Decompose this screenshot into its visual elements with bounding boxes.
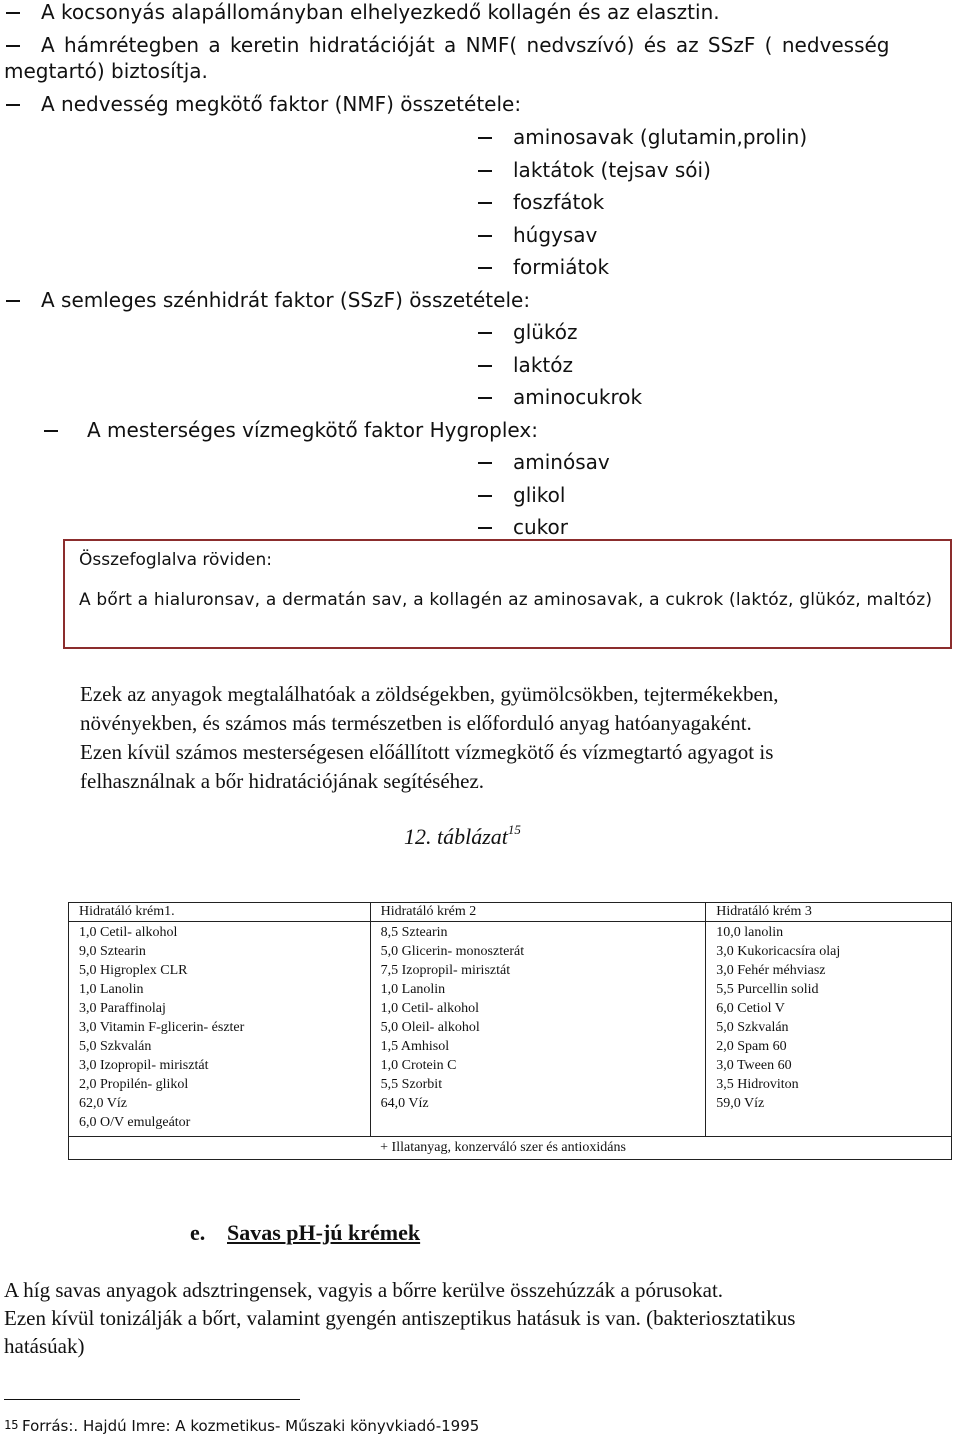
section-letter: e.: [190, 1220, 206, 1245]
ingredient: 5,5 Szorbit: [380, 1077, 443, 1092]
dash-bullet: [478, 397, 492, 399]
table-footer-row: [69, 1137, 952, 1160]
table-header: Hidratáló krém 2: [370, 903, 706, 922]
hygroplex-item: aminósav: [513, 450, 610, 474]
caption-text: 12. táblázat: [404, 824, 508, 849]
dash-bullet: [6, 45, 20, 47]
ingredient: 5,0 Szkvalán: [79, 1039, 152, 1054]
hygroplex-heading: A mesterséges vízmegkötő faktor Hygroplex:: [87, 418, 538, 442]
nmf-heading: A nedvesség megkötő faktor (NMF) összetétele:: [41, 92, 522, 116]
recipe-table: [68, 902, 952, 1160]
ingredient: 1,5 Amhisol: [380, 1039, 450, 1054]
nmf-item: laktátok (tejsav sói): [513, 158, 711, 182]
footnote-number: 15: [4, 1418, 19, 1432]
paragraph-line: növényekben, és számos más természetben is előforduló anyag hatóanyagaként.: [80, 711, 752, 735]
paragraph-line: A híg savas anyagok adsztringensek, vagyis a bőrre kerülve összehúzzák a pórusokat.: [4, 1278, 724, 1302]
section-title: Savas pH-jú krémek: [227, 1220, 421, 1245]
nmf-item: aminosavak (glutamin,prolin): [513, 125, 808, 149]
ingredient: 59,0 Víz: [716, 1096, 765, 1111]
dash-bullet: [478, 365, 492, 367]
bottom-paragraph: [4, 1276, 954, 1360]
table-footer-note: + Illatanyag, konzerváló szer és antioxidáns: [370, 1137, 706, 1160]
ingredient: 5,5 Purcellin solid: [716, 982, 819, 997]
ingredient: 2,0 Spam 60: [716, 1039, 787, 1054]
dash-bullet: [478, 235, 492, 237]
table-caption: [404, 822, 521, 850]
paragraph-line: Ezen kívül számos mesterségesen előállított vízmegkötő és vízmegtartó agyagot is: [80, 740, 774, 764]
ingredient: 3,0 Fehér méhviasz: [716, 963, 826, 978]
dash-bullet: [478, 462, 492, 464]
cream-2-ingredients: [370, 922, 706, 1137]
list-item-continuation: megtartó) biztosítja.: [4, 59, 208, 83]
paragraph-line: hatásúak): [4, 1334, 85, 1358]
ingredient: 64,0 Víz: [380, 1096, 429, 1111]
dash-bullet: [478, 137, 492, 139]
ingredient: 6,0 O/V emulgeátor: [79, 1115, 191, 1130]
dash-bullet: [478, 527, 492, 529]
paragraph: [80, 680, 940, 796]
footnote-ref: 15: [507, 822, 521, 837]
dash-bullet: [478, 332, 492, 334]
paragraph-line: Ezek az anyagok megtalálhatóak a zöldségekben, gyümölcsökben, tejtermékekben,: [80, 682, 779, 706]
ingredient: 5,0 Oleil- alkohol: [380, 1020, 480, 1035]
table-header: Hidratáló krém 3: [706, 903, 952, 922]
paragraph-line: felhasználnak a bőr hidratációjának segítéséhez.: [80, 769, 485, 793]
ingredient: 3,0 Izopropil- mirisztát: [79, 1058, 209, 1073]
list-item: A hámrétegben a keretin hidratációját a NMF( nedvszívó) és az SSzF ( nedvesség: [41, 33, 890, 57]
dash-bullet: [478, 495, 492, 497]
ingredient: 9,0 Sztearin: [79, 944, 146, 959]
nmf-item: formiátok: [513, 255, 610, 279]
dash-bullet: [6, 300, 20, 302]
table-row: [69, 922, 952, 1137]
dash-bullet: [6, 12, 20, 14]
ingredient: 1,0 Cetil- alkohol: [380, 1001, 480, 1016]
ingredient: 1,0 Lanolin: [380, 982, 446, 997]
sszf-item: glükóz: [513, 320, 578, 344]
ingredient: 62,0 Víz: [79, 1096, 127, 1111]
ingredient: 3,0 Paraffinolaj: [79, 1001, 166, 1016]
footnote-separator: [4, 1399, 300, 1400]
table-footer-spacer: [706, 1137, 952, 1160]
list-item: A kocsonyás alapállományban elhelyezkedő kollagén és az elasztin.: [41, 0, 720, 24]
sszf-item: laktóz: [513, 353, 573, 377]
ingredient: 6,0 Cetiol V: [716, 1001, 785, 1016]
nmf-item: húgysav: [513, 223, 598, 247]
dash-bullet: [478, 202, 492, 204]
cream-1-ingredients: [69, 922, 371, 1137]
ingredient: 8,5 Sztearin: [380, 925, 448, 940]
dash-bullet: [44, 430, 58, 432]
ingredient: 1,0 Crotein C: [380, 1058, 457, 1073]
ingredient: 1,0 Cetil- alkohol: [79, 925, 178, 940]
ingredient: 5,0 Higroplex CLR: [79, 963, 188, 978]
ingredient: 1,0 Lanolin: [79, 982, 144, 997]
cream-3-ingredients: [706, 922, 952, 1137]
hygroplex-item: glikol: [513, 483, 566, 507]
ingredient: 3,0 Kukoricacsíra olaj: [716, 944, 841, 959]
footnote-text: Forrás:. Hajdú Imre: A kozmetikus- Műszaki könyvkiadó-1995: [22, 1417, 480, 1435]
nmf-item: foszfátok: [513, 190, 605, 214]
summary-body: A bőrt a hialuronsav, a dermatán sav, a kollagén az aminosavak, a cukrok (laktóz, glükóz, maltóz): [79, 590, 933, 610]
ingredient: 3,5 Hidroviton: [716, 1077, 799, 1092]
table-header: Hidratáló krém1.: [69, 903, 371, 922]
ingredient: 5,0 Szkvalán: [716, 1020, 789, 1035]
ingredient: 3,0 Vitamin F-glicerin- észter: [79, 1020, 245, 1035]
ingredient: 2,0 Propilén- glikol: [79, 1077, 189, 1092]
summary-title: Összefoglalva röviden:: [79, 550, 272, 570]
ingredient: 3,0 Tween 60: [716, 1058, 792, 1073]
dash-bullet: [6, 104, 20, 106]
paragraph-line: Ezen kívül tonizálják a bőrt, valamint gyengén antiszeptikus hatásuk is van. (bakteriosztatikus: [4, 1306, 796, 1330]
dash-bullet: [478, 170, 492, 172]
table-footer-spacer: [69, 1137, 371, 1160]
hygroplex-item: cukor: [513, 515, 568, 539]
ingredient: 5,0 Glicerin- monoszterát: [380, 944, 525, 959]
ingredient: 10,0 lanolin: [716, 925, 784, 940]
ingredient: 7,5 Izopropil- mirisztát: [380, 963, 511, 978]
table-header-row: [69, 903, 952, 922]
sszf-item: aminocukrok: [513, 385, 643, 409]
dash-bullet: [478, 267, 492, 269]
summary-box: [63, 539, 952, 649]
sszf-heading: A semleges szénhidrát faktor (SSzF) összetétele:: [41, 288, 531, 312]
